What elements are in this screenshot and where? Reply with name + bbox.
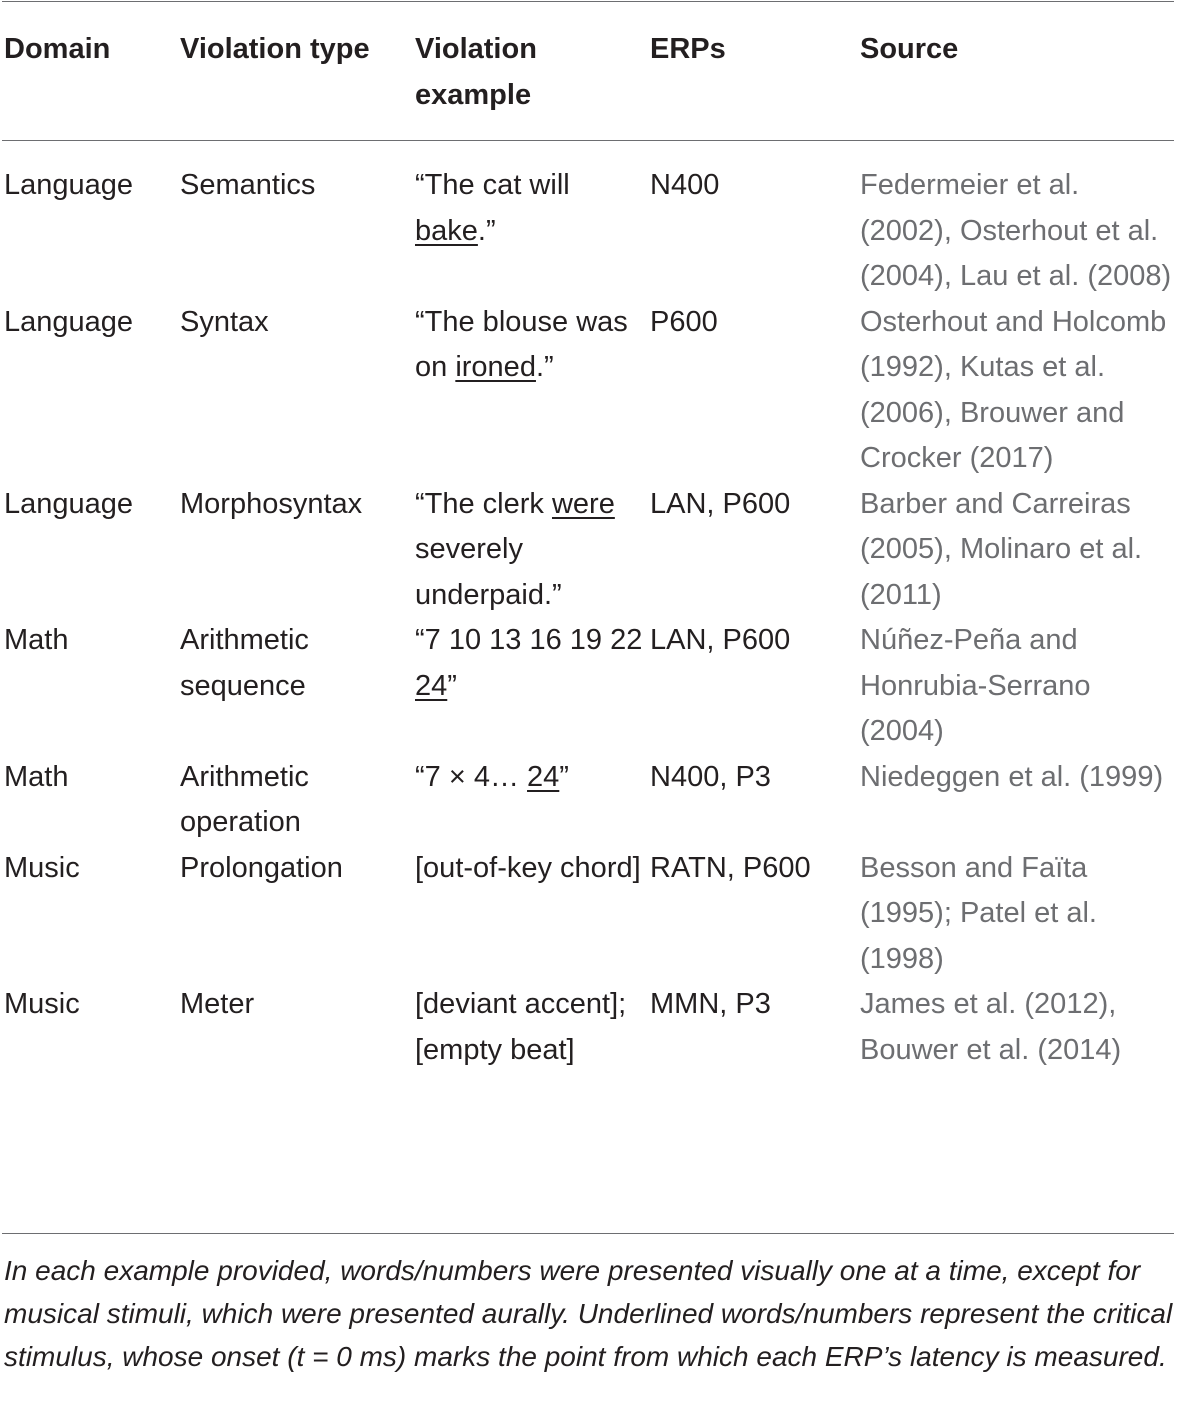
table-footnote: In each example provided, words/numbers were presented visually one at a time, except for musical stimuli, which were presented aurally. Underlined words/numbers represent the critical stimulus, whose onset (t = 0 ms) marks the point from which each ERP’s latency is measured.	[4, 1255, 1173, 1372]
cell-violation-example	[415, 755, 650, 846]
cell-erps: MMN, P3	[650, 988, 771, 1020]
erp-violation-table	[4, 26, 1176, 1073]
example-text: “The blouse was on	[415, 305, 628, 383]
cell-domain: Language	[4, 305, 134, 338]
table-row	[4, 982, 1176, 1073]
cell-erps: N400	[650, 169, 720, 201]
critical-stimulus: ironed	[455, 351, 536, 383]
cell-violation-type: Arithmetic operation	[180, 760, 309, 838]
cell-domain: Music	[4, 988, 80, 1020]
cell-violation-type: Syntax	[180, 305, 269, 338]
cell-violation-example	[415, 163, 650, 300]
cell-domain: Math	[4, 624, 69, 656]
cell-violation-example	[415, 982, 650, 1073]
table-row	[4, 300, 1176, 482]
header-erps: ERPs	[650, 33, 726, 65]
top-rule	[2, 1, 1174, 2]
example-text: [out-of-key chord]	[415, 851, 641, 884]
critical-stimulus: 24	[527, 760, 560, 793]
cell-domain: Math	[4, 760, 69, 793]
table-row	[4, 755, 1176, 846]
cell-violation-example	[415, 618, 650, 755]
cell-erps: LAN, P600	[650, 624, 791, 656]
header-row	[4, 26, 1176, 163]
cell-violation-type: Arithmetic sequence	[180, 624, 309, 702]
cell-violation-example	[415, 482, 650, 619]
cell-source: Besson and Faïta (1995); Patel et al. (1998)	[860, 851, 1097, 975]
header-domain: Domain	[4, 33, 111, 65]
cell-source: Osterhout and Holcomb (1992), Kutas et al. (2006), Brouwer and Crocker (2017)	[860, 305, 1167, 474]
cell-source: James et al. (2012), Bouwer et al. (2014)	[860, 988, 1122, 1066]
cell-domain: Language	[4, 487, 134, 520]
cell-domain: Music	[4, 851, 80, 884]
table-row	[4, 163, 1176, 300]
table-row	[4, 846, 1176, 983]
cell-erps: P600	[650, 305, 718, 338]
example-text: .”	[535, 351, 554, 383]
table-row	[4, 618, 1176, 755]
cell-erps: N400, P3	[650, 760, 771, 793]
cell-source: Barber and Carreiras (2005), Molinaro et al. (2011)	[860, 487, 1143, 611]
cell-domain: Language	[4, 169, 134, 201]
header-source: Source	[860, 33, 959, 65]
cell-violation-type: Meter	[180, 988, 255, 1020]
cell-violation-type: Prolongation	[180, 851, 343, 884]
cell-source: Núñez-Peña and Honrubia-Serrano (2004)	[860, 624, 1091, 747]
cell-violation-type: Morphosyntax	[180, 487, 363, 520]
cell-violation-example	[415, 846, 650, 983]
bottom-rule	[2, 1233, 1174, 1234]
example-text: ”	[447, 669, 457, 702]
cell-violation-type: Semantics	[180, 169, 316, 201]
cell-erps: LAN, P600	[650, 487, 791, 520]
critical-stimulus: bake	[415, 214, 478, 247]
cell-source: Federmeier et al. (2002), Osterhout et al. (2004), Lau et al. (2008)	[860, 169, 1172, 292]
example-text: severely underpaid.”	[415, 533, 562, 611]
example-text: “The cat will	[415, 169, 570, 201]
critical-stimulus: were	[551, 487, 615, 520]
example-text: “The clerk	[415, 487, 552, 520]
example-text: “7 × 4…	[415, 760, 528, 793]
example-text: ”	[559, 760, 569, 793]
header-violation-example: Violation example	[415, 33, 537, 111]
critical-stimulus: 24	[415, 669, 448, 702]
cell-source: Niedeggen et al. (1999)	[860, 760, 1164, 793]
table-row	[4, 482, 1176, 619]
cell-erps: RATN, P600	[650, 851, 811, 884]
example-text: .”	[477, 214, 496, 247]
example-text: “7 10 13 16 19 22	[415, 624, 643, 656]
header-violation-type: Violation type	[180, 33, 370, 65]
example-text: [deviant accent]; [empty beat]	[415, 988, 627, 1066]
cell-violation-example	[415, 300, 650, 482]
